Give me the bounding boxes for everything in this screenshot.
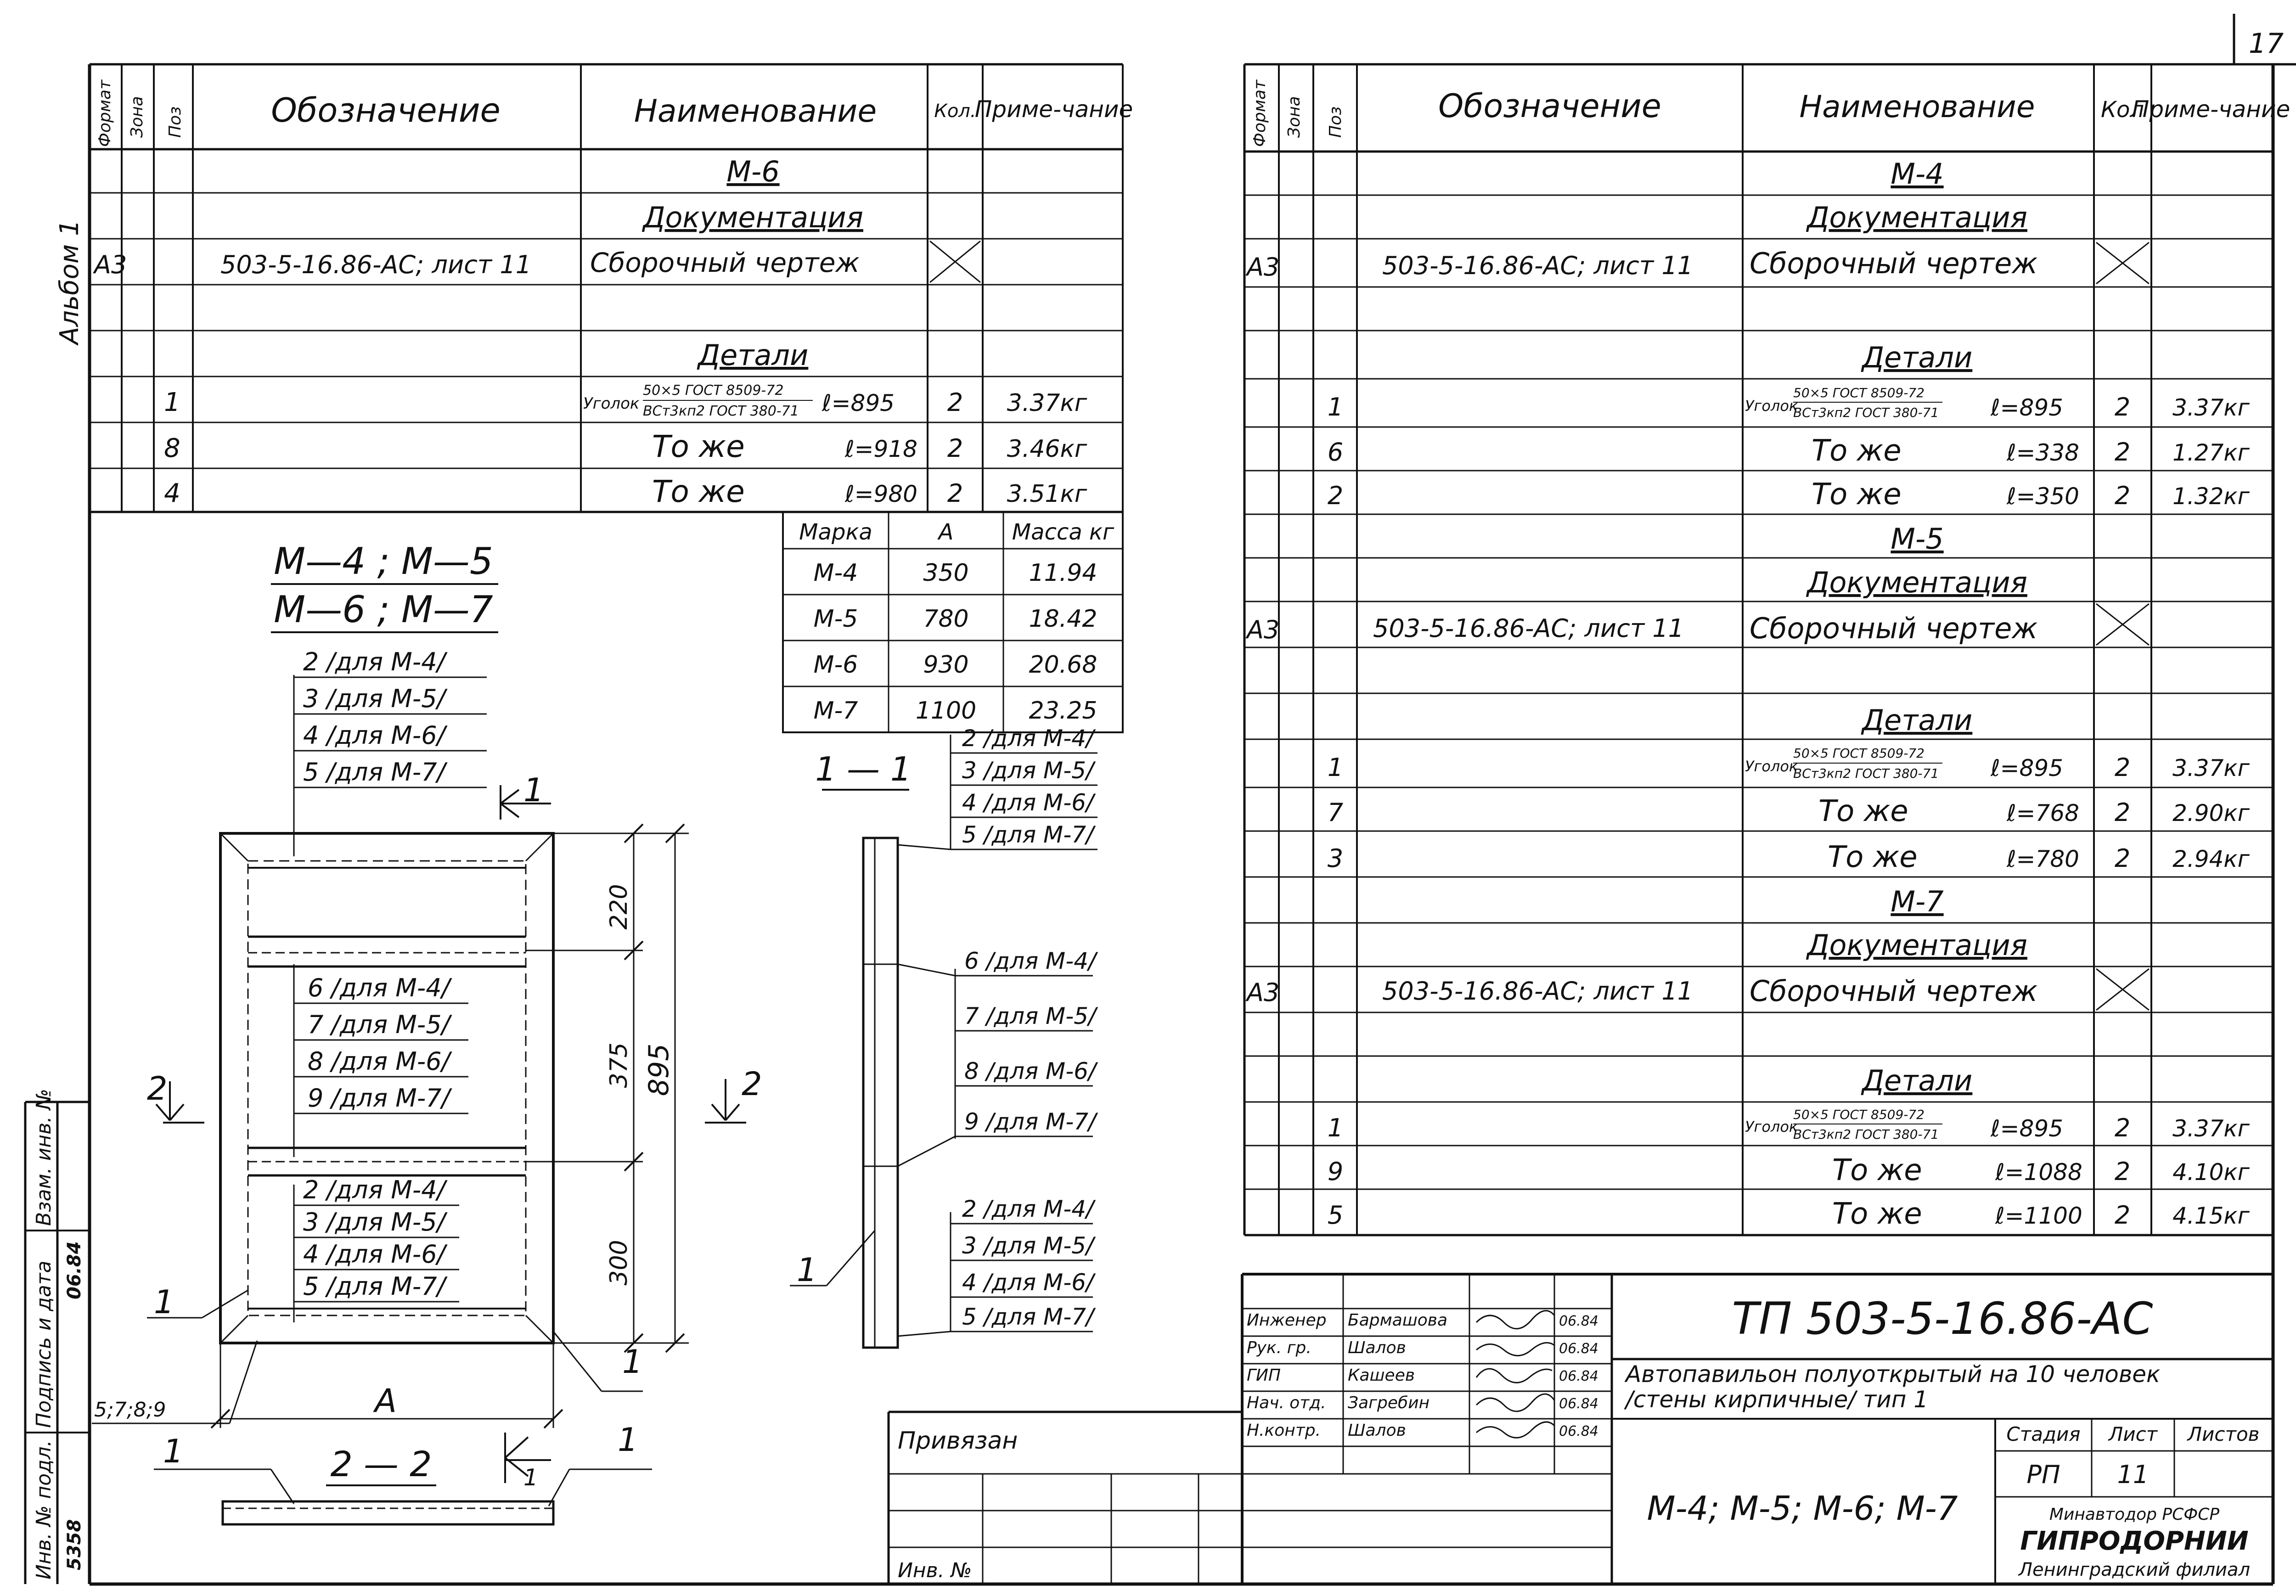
r-header-format: Формат <box>1250 79 1269 147</box>
dim-middle: 375 <box>605 1042 633 1088</box>
r-doc-designation: 503-5-16.86-АС; лист 11 <box>1382 251 1694 280</box>
r-row-spec-top: 50×5 ГОСТ 8509-72 <box>1793 385 1925 400</box>
r-doc-format: А3 <box>1247 615 1280 644</box>
r-row-name-prefix: Уголок <box>1745 1118 1798 1135</box>
r-doc-name: Сборочный чертеж <box>1750 974 2038 1008</box>
r-doc-designation: 503-5-16.86-АС; лист 11 <box>1373 614 1684 643</box>
r-header-name: Наименование <box>1799 89 2035 124</box>
s1-callout-top: 4 /для М-6/ <box>962 789 1094 816</box>
s1-callout-bot: 4 /для М-6/ <box>962 1269 1094 1296</box>
mass-cell: 23.25 <box>1029 697 1097 725</box>
r-row-length: ℓ=895 <box>1991 1115 2063 1142</box>
section-1-1 <box>790 725 1098 1348</box>
dim-bottom: 300 <box>605 1240 633 1286</box>
section-mark-top: 1 <box>523 771 544 809</box>
r-row-length: ℓ=1100 <box>1995 1203 2082 1229</box>
s1-callout-mid: 9 /для М-7/ <box>964 1108 1096 1135</box>
mass-cell: 930 <box>923 651 969 679</box>
callout-mid: 8 /для М-6/ <box>308 1047 450 1076</box>
mass-cell: 1100 <box>915 697 977 725</box>
r-row-pos: 2 <box>1327 481 1344 510</box>
r-row-length: ℓ=338 <box>2007 439 2079 466</box>
mass-header: Марка <box>799 519 872 545</box>
sign-date-label: Подпись и дата <box>32 1260 56 1428</box>
row-length: ℓ=918 <box>845 436 917 462</box>
dim-width: А <box>375 1382 397 1420</box>
row-pos: 4 <box>164 478 180 508</box>
signer-role: Инженер <box>1247 1311 1327 1330</box>
r-row-pos: 1 <box>1327 393 1344 421</box>
doc-format: А3 <box>94 250 127 279</box>
inv-podl-label: Инв. № подл. <box>32 1440 56 1579</box>
project-title-line2: /стены кирпичные/ тип 1 <box>1626 1386 1929 1413</box>
inv-podl-value: 5358 <box>64 1519 85 1570</box>
section-mark-right: 2 <box>742 1065 762 1103</box>
signer-role: Нач. отд. <box>1247 1394 1326 1412</box>
vzam-label: Взам. инв. № <box>32 1089 56 1226</box>
sheets-label: Листов <box>2187 1423 2260 1445</box>
signer-role: Н.контр. <box>1247 1421 1321 1440</box>
r-doc-heading: Документация <box>1807 201 2027 234</box>
r-row-spec-top: 50×5 ГОСТ 8509-72 <box>1793 746 1925 761</box>
signer-name: Кашеев <box>1348 1366 1415 1385</box>
right-spec-table <box>1244 64 2290 1235</box>
r-row-qty: 2 <box>2114 1157 2131 1186</box>
s1-callout-top: 2 /для М-4/ <box>962 725 1094 752</box>
signer-role: Рук. гр. <box>1247 1338 1311 1357</box>
r-header-zone: Зона <box>1285 96 1304 138</box>
r-row-qty: 2 <box>2114 481 2131 510</box>
page-number: 17 <box>2248 28 2284 60</box>
r-row-pos: 7 <box>1327 798 1344 827</box>
section-1-mark-bottom: 1 <box>523 1464 538 1491</box>
album-label: Альбом 1 <box>55 219 84 344</box>
header-designation: Обозначение <box>271 91 501 129</box>
row-length: ℓ=895 <box>822 390 895 416</box>
r-row-pos: 1 <box>1327 1113 1344 1142</box>
mass-cell: М-4 <box>813 559 858 587</box>
document-code: ТП 503-5-16.86-АС <box>1732 1293 2153 1344</box>
row-qty: 2 <box>947 434 963 463</box>
r-doc-heading: Документация <box>1807 928 2027 962</box>
s1-leader: 1 <box>797 1251 817 1289</box>
callout-top: 3 /для М-5/ <box>303 684 445 713</box>
signer-date: 06.84 <box>1559 1341 1598 1357</box>
row-pos: 1 <box>164 388 180 417</box>
cross-mark <box>930 241 980 282</box>
doc-name: Сборочный чертеж <box>590 247 860 278</box>
r-row-note: 2.90кг <box>2172 800 2250 826</box>
r-section-title: М-5 <box>1891 522 1944 556</box>
signer-name: Шалов <box>1348 1421 1406 1440</box>
r-row-name: То же <box>1828 840 1918 874</box>
r-row-name-prefix: Уголок <box>1745 397 1798 415</box>
r-row-pos: 9 <box>1327 1157 1344 1186</box>
sheet-value: 11 <box>2117 1460 2149 1489</box>
signer-date: 06.84 <box>1559 1396 1598 1412</box>
row-note: 3.46кг <box>1007 435 1087 463</box>
signer-role: ГИП <box>1247 1366 1281 1385</box>
header-note: Приме-чание <box>974 96 1133 123</box>
callout-bot: 5 /для М-7/ <box>303 1272 445 1301</box>
r-row-note: 4.15кг <box>2172 1203 2250 1229</box>
r-row-length: ℓ=350 <box>2007 483 2079 510</box>
row-name-prefix: Уголок <box>583 394 640 413</box>
privyazan-label: Привязан <box>898 1427 1018 1455</box>
r-row-note: 3.37кг <box>2172 1115 2250 1142</box>
organization-line2: ГИПРОДОРНИИ <box>2020 1526 2249 1556</box>
signer-date: 06.84 <box>1559 1423 1598 1439</box>
r-row-pos: 6 <box>1327 438 1344 466</box>
side-stamp <box>25 1089 90 1584</box>
leader-1: 1 <box>154 1283 174 1321</box>
row-spec-top: 50×5 ГОСТ 8509-72 <box>643 382 784 399</box>
s1-callout-bot: 5 /для М-7/ <box>962 1304 1094 1330</box>
callout-mid: 9 /для М-7/ <box>308 1084 450 1113</box>
r-header-qty: Кол <box>2100 97 2144 123</box>
header-qty: Кол. <box>934 101 976 122</box>
callout-bot: 4 /для М-6/ <box>303 1240 445 1269</box>
mass-cell: М-6 <box>813 651 858 679</box>
signer-name: Шалов <box>1348 1338 1406 1357</box>
r-row-length: ℓ=895 <box>1991 394 2063 421</box>
mass-cell: 18.42 <box>1029 605 1097 633</box>
r-row-name: То же <box>1812 434 1902 468</box>
stage-value: РП <box>2026 1460 2060 1489</box>
r-row-pos: 3 <box>1327 844 1344 873</box>
r-row-note: 1.27кг <box>2172 439 2250 466</box>
dim-top: 220 <box>605 884 633 930</box>
r-details-heading: Детали <box>1862 341 1973 374</box>
r-row-name: То же <box>1812 478 1902 511</box>
sheet-label: Лист <box>2108 1423 2158 1445</box>
doc-designation: 503-5-16.86-АС; лист 11 <box>220 250 532 279</box>
s1-callout-top: 5 /для М-7/ <box>962 821 1094 848</box>
r-doc-heading: Документация <box>1807 566 2027 599</box>
signer-date: 06.84 <box>1559 1313 1598 1329</box>
r-doc-name: Сборочный чертеж <box>1750 612 2038 645</box>
leader: 1 <box>163 1433 184 1470</box>
mass-header: Масса кг <box>1012 519 1114 545</box>
dim-total: 895 <box>643 1043 675 1096</box>
r-row-spec-bottom: ВСт3кп2 ГОСТ 380-71 <box>1793 1127 1939 1142</box>
row-note: 3.37кг <box>1007 389 1087 417</box>
r-header-pos: Поз <box>1326 106 1345 138</box>
section-mark-left: 2 <box>147 1070 168 1107</box>
r-details-heading: Детали <box>1862 1064 1973 1097</box>
r-row-note: 2.94кг <box>2172 846 2250 872</box>
r-doc-format: А3 <box>1247 978 1280 1007</box>
callout-top: 4 /для М-6/ <box>303 721 445 750</box>
r-row-spec-bottom: ВСт3кп2 ГОСТ 380-71 <box>1793 766 1939 781</box>
row-pos: 8 <box>164 433 180 463</box>
section-title-m6: М-6 <box>726 155 780 188</box>
organization-line1: Минавтодор РСФСР <box>2049 1505 2220 1524</box>
signer-name: Загребин <box>1348 1394 1430 1412</box>
stage-label: Стадия <box>2006 1423 2081 1445</box>
drawing-title: М-4; М-5; М-6; М-7 <box>1647 1489 1958 1528</box>
doc-heading: Документация <box>643 201 863 234</box>
section-1-label: 1 — 1 <box>815 750 912 788</box>
row-spec-bottom: ВСт3кп2 ГОСТ 380-71 <box>643 403 799 419</box>
drawing-title-line1: М—4 ; М—5 <box>274 540 493 583</box>
signer-name: Бармашова <box>1348 1311 1448 1330</box>
r-section-title: М-7 <box>1891 885 1944 918</box>
r-doc-designation: 503-5-16.86-АС; лист 11 <box>1382 977 1694 1006</box>
row-qty: 2 <box>947 479 963 508</box>
r-row-qty: 2 <box>2114 753 2131 782</box>
callout-mid: 6 /для М-4/ <box>308 973 450 1002</box>
drawing-title-line2: М—6 ; М—7 <box>274 588 493 631</box>
mass-cell: 350 <box>923 559 969 587</box>
callout-top: 5 /для М-7/ <box>303 758 445 787</box>
details-heading: Детали <box>698 338 809 372</box>
signer-date: 06.84 <box>1559 1368 1598 1384</box>
mass-table <box>783 512 1123 732</box>
frame-drawing <box>92 540 762 1428</box>
r-row-note: 1.32кг <box>2172 483 2250 510</box>
r-row-name: То же <box>1832 1153 1922 1187</box>
r-row-spec-top: 50×5 ГОСТ 8509-72 <box>1793 1107 1925 1122</box>
callout-mid: 7 /для М-5/ <box>308 1010 450 1039</box>
row-qty: 2 <box>947 388 963 417</box>
r-row-name-prefix: Уголок <box>1745 758 1798 775</box>
r-row-qty: 2 <box>2114 438 2131 466</box>
leader: 1 <box>618 1421 638 1459</box>
section-2-2 <box>154 1421 652 1524</box>
r-row-name: То же <box>1818 794 1908 828</box>
row-name: То же <box>652 429 745 464</box>
inv-no-label: Инв. № <box>898 1559 972 1582</box>
r-row-pos: 1 <box>1327 753 1344 782</box>
mass-cell: М-5 <box>813 605 858 633</box>
mass-cell: 11.94 <box>1029 559 1097 587</box>
r-row-qty: 2 <box>2114 844 2131 873</box>
row-name: То же <box>652 474 745 509</box>
s1-callout-mid: 7 /для М-5/ <box>964 1003 1096 1029</box>
left-spec-table <box>90 64 1133 512</box>
mass-header: А <box>938 519 954 545</box>
r-row-spec-bottom: ВСт3кп2 ГОСТ 380-71 <box>1793 405 1939 420</box>
s1-callout-top: 3 /для М-5/ <box>962 757 1094 784</box>
s1-callout-bot: 3 /для М-5/ <box>962 1232 1094 1259</box>
s1-callout-bot: 2 /для М-4/ <box>962 1196 1094 1222</box>
r-row-qty: 2 <box>2114 1201 2131 1230</box>
r-row-qty: 2 <box>2114 798 2131 827</box>
sign-date-value: 06.84 <box>64 1241 85 1299</box>
r-row-length: ℓ=1088 <box>1995 1159 2082 1186</box>
callout-top: 2 /для М-4/ <box>303 647 445 676</box>
leader-weld: 1 <box>622 1343 643 1381</box>
r-row-note: 3.37кг <box>2172 394 2250 421</box>
callout-bot: 3 /для М-5/ <box>303 1208 445 1236</box>
r-row-length: ℓ=780 <box>2007 846 2079 872</box>
section-2-label: 2 — 2 <box>330 1444 432 1484</box>
r-row-pos: 5 <box>1327 1201 1344 1230</box>
header-pos: Поз <box>166 106 185 138</box>
project-title-line1: Автопавильон полуоткрытый на 10 человек <box>1626 1361 2161 1388</box>
s1-callout-mid: 8 /для М-6/ <box>964 1058 1096 1085</box>
r-header-designation: Обозначение <box>1438 87 1661 125</box>
row-length: ℓ=980 <box>845 481 917 507</box>
r-row-length: ℓ=895 <box>1991 755 2063 781</box>
r-details-heading: Детали <box>1862 703 1973 737</box>
organization-line3: Ленинградский филиал <box>2018 1559 2251 1580</box>
header-format: Формат <box>96 79 114 147</box>
header-name: Наименование <box>634 93 877 129</box>
r-row-note: 3.37кг <box>2172 755 2250 781</box>
r-doc-format: А3 <box>1247 253 1280 281</box>
r-header-note: Приме-чание <box>2132 96 2290 123</box>
r-row-qty: 2 <box>2114 393 2131 421</box>
r-row-note: 4.10кг <box>2172 1159 2250 1186</box>
sheet-frame <box>90 64 2273 1584</box>
header-zone: Зона <box>128 96 146 138</box>
mass-cell: М-7 <box>813 697 858 725</box>
mass-cell: 780 <box>923 605 969 633</box>
page-number-box <box>2234 14 2296 64</box>
callout-bot: 2 /для М-4/ <box>303 1175 445 1204</box>
weld-positions: 5;7;8;9 <box>94 1398 166 1422</box>
r-doc-name: Сборочный чертеж <box>1750 247 2038 280</box>
s1-callout-mid: 6 /для М-4/ <box>964 948 1096 974</box>
row-note: 3.51кг <box>1007 480 1087 508</box>
r-row-name: То же <box>1832 1197 1922 1231</box>
r-row-qty: 2 <box>2114 1113 2131 1142</box>
r-section-title: М-4 <box>1891 157 1944 191</box>
r-row-length: ℓ=768 <box>2007 800 2079 826</box>
mass-cell: 20.68 <box>1029 651 1097 679</box>
title-block <box>1242 1274 2273 1584</box>
